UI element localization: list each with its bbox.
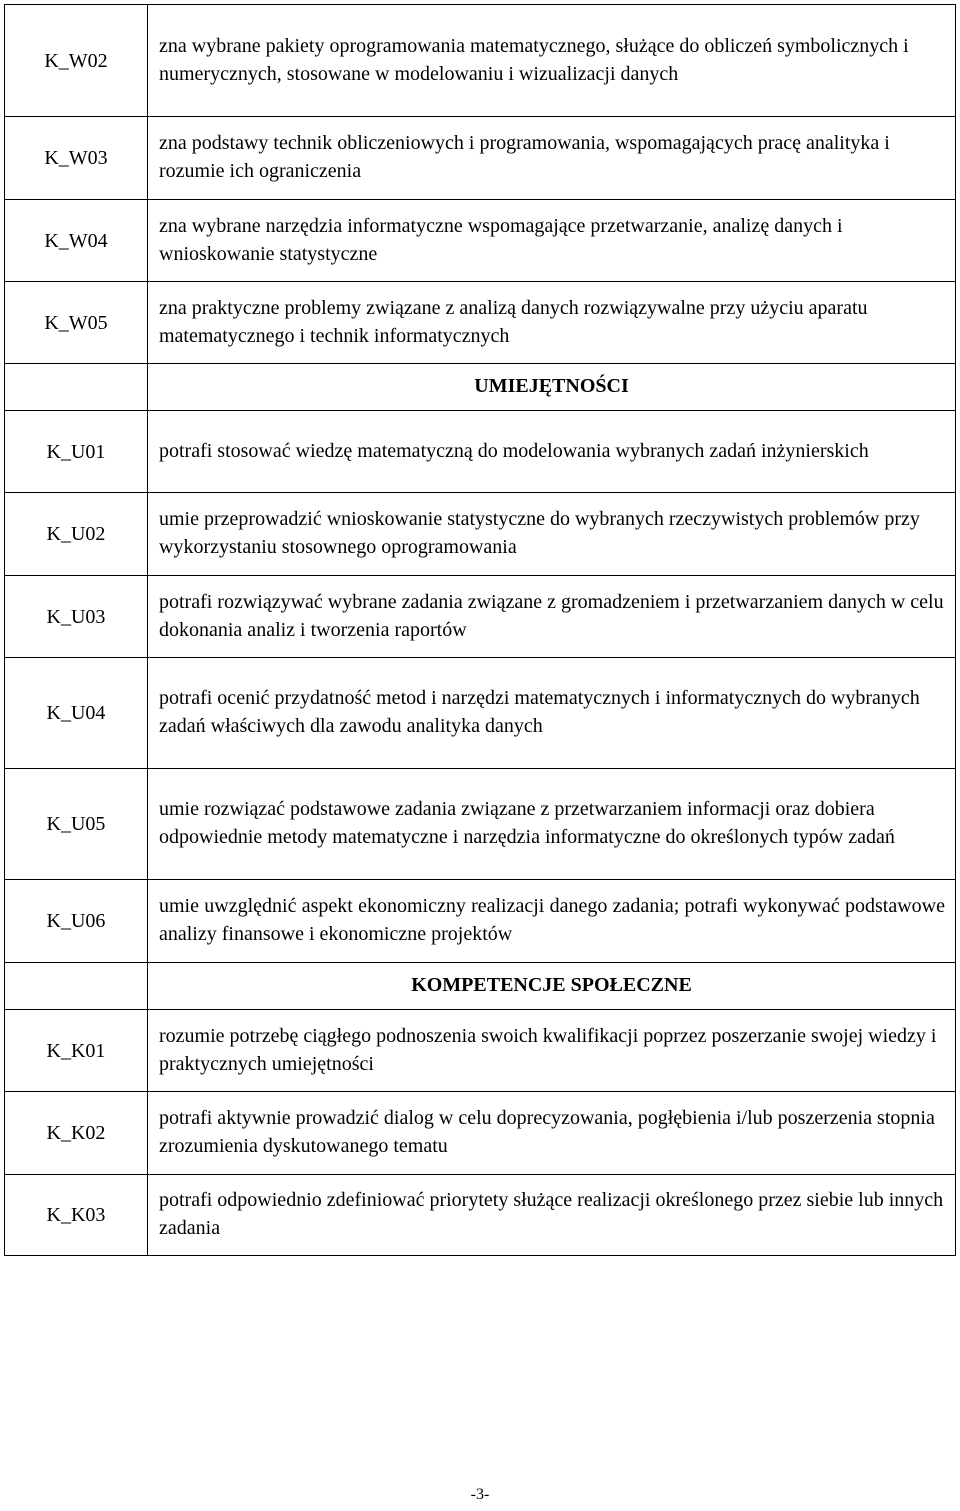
section-header-row xyxy=(5,364,956,411)
outcome-description: potrafi ocenić przydatność metod i narzędzi matematycznych i informatycznych do wybranych zadań właściwych dla zawodu analityka danych xyxy=(148,658,956,769)
outcome-description: potrafi stosować wiedzę matematyczną do modelowania wybranych zadań inżynierskich xyxy=(148,411,956,493)
outcome-description: umie przeprowadzić wnioskowanie statystyczne do wybranych rzeczywistych problemów przy wykorzystaniu stosownego oprogramowania xyxy=(148,493,956,576)
table-row xyxy=(5,493,956,576)
outcome-code: K_K01 xyxy=(5,1010,148,1092)
outcome-code: K_U01 xyxy=(5,411,148,493)
table-row xyxy=(5,880,956,963)
table-row xyxy=(5,1175,956,1256)
outcome-description: potrafi aktywnie prowadzić dialog w celu doprecyzowania, pogłębienia i/lub poszerzenia stopnia zrozumienia dyskutowanego tematu xyxy=(148,1092,956,1175)
table-row xyxy=(5,5,956,117)
table-row xyxy=(5,411,956,493)
outcome-code: K_W05 xyxy=(5,282,148,364)
page-number: -3- xyxy=(470,1486,490,1503)
empty-cell xyxy=(5,963,148,1010)
outcome-description: potrafi odpowiednio zdefiniować priorytety służące realizacji określonego przez siebie lub innych zadania xyxy=(148,1175,956,1256)
outcome-code: K_U04 xyxy=(5,658,148,769)
table-row xyxy=(5,576,956,658)
outcome-code: K_U03 xyxy=(5,576,148,658)
outcome-description: zna praktyczne problemy związane z analizą danych rozwiązywalne przy użyciu aparatu matematycznego i technik informatycznych xyxy=(148,282,956,364)
table-row xyxy=(5,1092,956,1175)
outcome-code: K_K02 xyxy=(5,1092,148,1175)
table-row xyxy=(5,769,956,880)
outcome-code: K_W04 xyxy=(5,200,148,282)
outcome-code: K_U02 xyxy=(5,493,148,576)
section-header-row xyxy=(5,963,956,1010)
table-row xyxy=(5,200,956,282)
learning-outcomes-table xyxy=(4,4,956,1256)
outcome-description: zna podstawy technik obliczeniowych i programowania, wspomagających pracę analityka i rozumie ich ograniczenia xyxy=(148,117,956,200)
section-title-skills: UMIEJĘTNOŚCI xyxy=(148,364,956,411)
table-row xyxy=(5,282,956,364)
outcome-code: K_W03 xyxy=(5,117,148,200)
table-row xyxy=(5,658,956,769)
outcome-description: potrafi rozwiązywać wybrane zadania związane z gromadzeniem i przetwarzaniem danych w celu dokonania analiz i tworzenia raportów xyxy=(148,576,956,658)
outcome-code: K_U05 xyxy=(5,769,148,880)
outcome-description: rozumie potrzebę ciągłego podnoszenia swoich kwalifikacji poprzez poszerzanie swojej wiedzy i praktycznych umiejętności xyxy=(148,1010,956,1092)
outcome-description: zna wybrane narzędzia informatyczne wspomagające przetwarzanie, analizę danych i wnioskowanie statystyczne xyxy=(148,200,956,282)
table-row xyxy=(5,1010,956,1092)
outcome-description: zna wybrane pakiety oprogramowania matematycznego, służące do obliczeń symbolicznych i numerycznych, stosowane w modelowaniu i wizualizacji danych xyxy=(148,5,956,117)
outcome-code: K_W02 xyxy=(5,5,148,117)
table-row xyxy=(5,117,956,200)
outcome-code: K_K03 xyxy=(5,1175,148,1256)
empty-cell xyxy=(5,364,148,411)
section-title-social: KOMPETENCJE SPOŁECZNE xyxy=(148,963,956,1010)
outcome-description: umie uwzględnić aspekt ekonomiczny realizacji danego zadania; potrafi wykonywać podstawowe analizy finansowe i ekonomiczne projektów xyxy=(148,880,956,963)
outcome-code: K_U06 xyxy=(5,880,148,963)
outcome-description: umie rozwiązać podstawowe zadania związane z przetwarzaniem informacji oraz dobiera odpowiednie metody matematyczne i narzędzia informatyczne do określonych typów zadań xyxy=(148,769,956,880)
